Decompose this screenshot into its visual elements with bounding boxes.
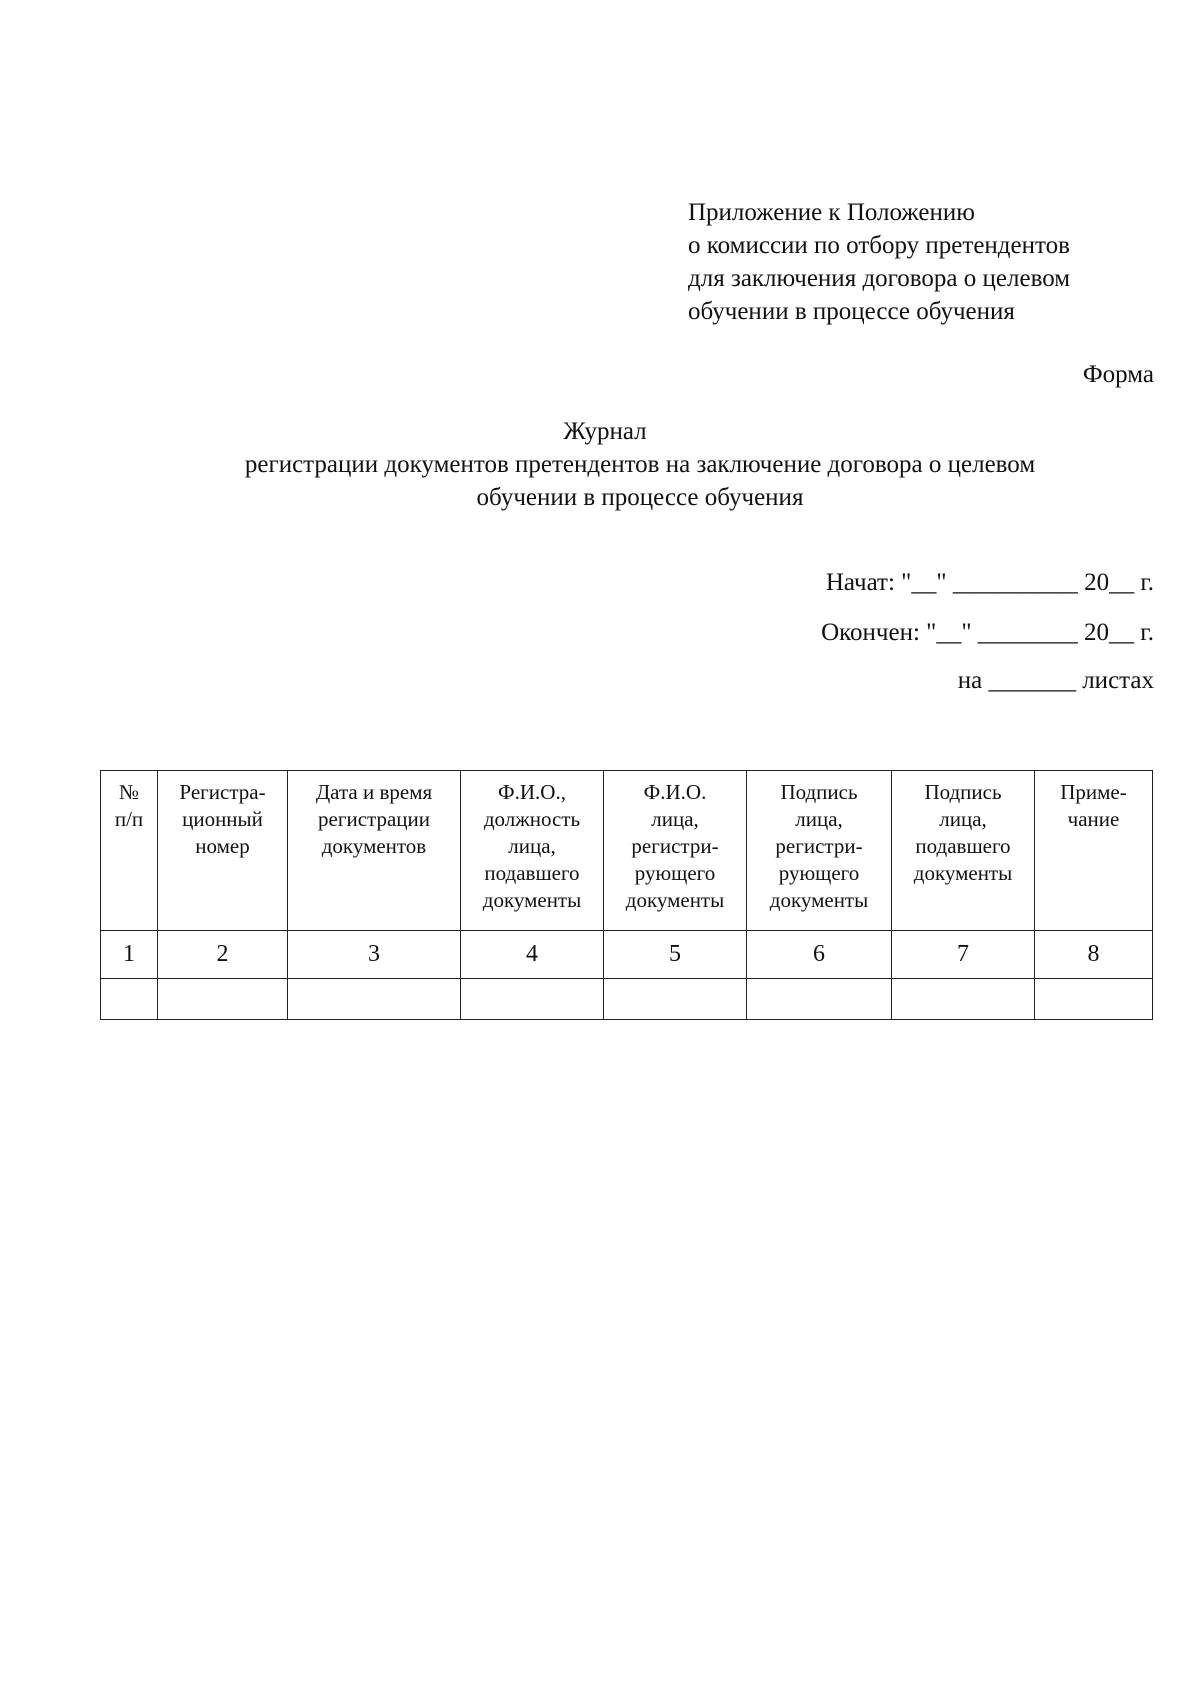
sheet-count-line: на _______ листах [957,667,1154,694]
form-label: Форма [1082,361,1154,388]
column-header-registration-datetime: Дата и время регистрации документов [288,771,461,931]
column-number-cell: 3 [288,931,461,979]
appendix-line: Приложение к Положению [688,199,975,226]
column-number-cell: 7 [892,931,1035,979]
column-number-cell: 1 [101,931,158,979]
registration-journal-table [100,770,1153,1020]
column-number-cell: 2 [158,931,288,979]
column-number-cell: 5 [604,931,747,979]
empty-cell [101,979,158,1020]
empty-cell [747,979,892,1020]
empty-cell [604,979,747,1020]
appendix-line: для заключения договора о целевом [688,265,1071,292]
column-header-registration-number: Регистра- ционный номер [158,771,288,931]
empty-cell [892,979,1035,1020]
empty-cell [158,979,288,1020]
appendix-line: обучении в процессе обучения [688,298,1015,325]
table-header-row [101,771,1153,931]
column-number-cell: 6 [747,931,892,979]
column-header-note: Приме- чание [1035,771,1153,931]
empty-cell [288,979,461,1020]
empty-entry-row [101,979,1153,1020]
appendix-line: о комиссии по отбору претендентов [688,232,1070,259]
empty-cell [1035,979,1153,1020]
appendix-reference [688,196,1070,328]
column-number-cell: 8 [1035,931,1153,979]
column-number-cell: 4 [461,931,604,979]
journal-title-line: Журнал [563,418,647,445]
journal-title-line: регистрации документов претендентов на заключение договора о целевом [244,451,1036,478]
empty-cell [461,979,604,1020]
column-header-submitter-signature: Подпись лица, подавшего документы [892,771,1035,931]
column-header-registrar-signature: Подпись лица, регистри- рующего документы [747,771,892,931]
journal-title [100,415,1100,514]
column-number-row [101,931,1153,979]
column-header-registrar-name: Ф.И.О. лица, регистри- рующего документы [604,771,747,931]
column-header-submitter-name: Ф.И.О., должность лица, подавшего документы [461,771,604,931]
journal-title-line: обучении в процессе обучения [476,484,804,511]
finished-date-line: Окончен: "__" ________ 20__ г. [821,619,1154,646]
started-date-line: Начат: "__" __________ 20__ г. [825,569,1154,596]
column-header-number: № п/п [101,771,158,931]
